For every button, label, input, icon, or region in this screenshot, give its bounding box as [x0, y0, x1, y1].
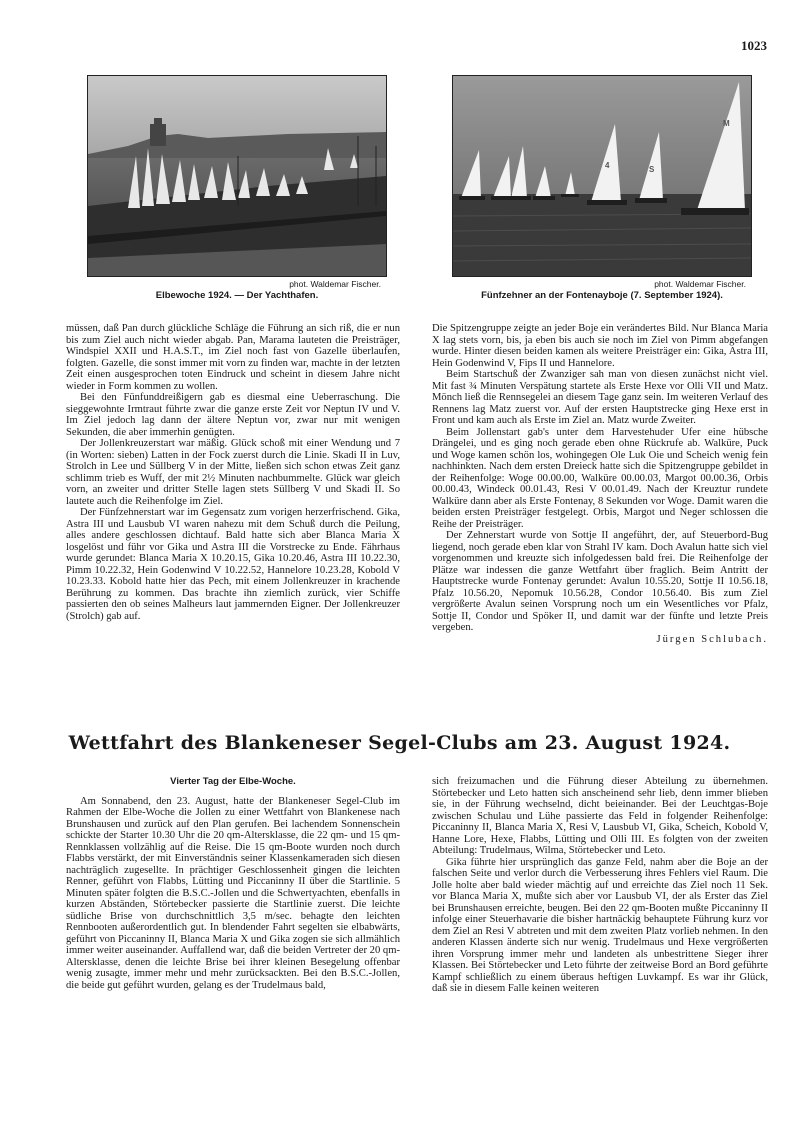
article-subheading: Vierter Tag der Elbe-Woche.	[170, 776, 296, 787]
article2-right-column	[432, 776, 768, 995]
paragraph: Der Fünfzehnerstart war im Gegensatz zum vorigen herzerfrischend. Gika, Astra III und Lausbub VI waren nahezu mit dem Schuß durch die Peilung, alles andere geschlossen dichtauf. Bald hatte sich aber Blanca Maria X losgelöst und führ vor Gika und Astra III die Vorstrecke zu Ende. Fährhaus wurde gerundet: Blanca Maria X 10.20.15, Gika 10.20.46, Astra III 10.22.30, Pimm 10.22.32, Hein Godenwind V 10.22.52, Hannelore 10.23.28, Kobold V 10.23.33. Kobold hatte hier das Pech, mit einem Jollenkreuzer in krachende Berührung zu kommen. Das brachte ihn ziemlich zurück, vier Schiffe passierten den ob seines Malheurs laut jammernden Eigner. Der Jollenkreuzer (Strolch) gab auf.	[66, 507, 400, 622]
paragraph: Beim Startschuß der Zwanziger sah man von diesen zunächst nicht viel. Mit fast ¾ Minuten Verspätung startete als Erste Hexe vor Olli VII und Matz. Mönch ließ die Rennsegelei an diesem Tage ganz sein. Im weiteren Verlauf des Rennens lag Matz zuerst vor. Auf der ersten Hauptstrecke ging Hexe erst in Front und kam auch als Erste im Ziel an. Matz wurde Zweiter.	[432, 369, 768, 426]
article1-right-column	[432, 323, 768, 645]
paragraph: sich freizumachen und die Führung dieser Abteilung zu übernehmen. Störtebecker und Leto hatten sich anscheinend sehr lieb, denn immer blieben sie, in der Führung wechselnd, dicht beieinander. Bei der Leuchtgas-Boje zwischen Schulau und Lühe passierte das Feld in folgender Reihenfolge: Piccaninny II, Blanca Maria X, Resi V, Lausbub VI, Gika, Scheich, Kobold V, Hanne Lore, Hexe, Flabbs, Lütting und Olli III. Es folgten von der zweiten Abteilung: Trudelmaus, Wilma, Störtebecker und Leto.	[432, 776, 768, 856]
paragraph: Der Jollenkreuzerstart war mäßig. Glück schoß mit einer Wendung und 7 (in Worten: sieben) Latten in der Fock zuerst durch die Linie. Skadi II in Luv, Strolch in Lee und Süllberg V in der Mitte, ließen sich schon etwas Zeit ganz schlimm trieb es Wuff, der mit 2½ Minuten nachbummelte. Glück war gleich vorn, an zweiter und dritter Stelle lagen stets Süllberg V und Skadi II. So lautete auch die Reihenfolge im Ziel.	[66, 438, 400, 507]
paragraph: Die Spitzengruppe zeigte an jeder Boje ein verändertes Bild. Nur Blanca Maria X lag stets vorn, bis, ja eben bis auch sie noch im Ziel von Pimm abgefangen wurde. Hinter diesen beiden kamen als weitere Preisträger ein: Gika, Astra III, Hein Godenwind V, Fips II und Hannelore.	[432, 323, 768, 369]
paragraph: müssen, daß Pan durch glückliche Schläge die Führung an sich riß, die er nun bis zum Ziel auch nicht wieder abgab. Pan, Marama lauteten die Preisträger, Windspiel XXII und H.A.S.T., im Ziel noch fast von Gazelle überlaufen, folgten. Gazelle, die sonst immer mit vorn zu finden war, machte in der letzten Zeit einen ausgesprochen toten Eindruck und scheint in diesem Jahre nicht wieder in Form kommen zu wollen.	[66, 323, 400, 392]
article2-left-column	[66, 776, 400, 991]
paragraph: Am Sonnabend, den 23. August, hatte der Blankeneser Segel-Club im Rahmen der Elbe-Woche die Jollen zu einer Wettfahrt von Blankenese nach Brunshausen und zurück auf den Plan gerufen. Bei lachendem Sonnenschein schickte der Starter 10.30 Uhr die 20 qm-Altersklasse, die 22 qm- und 15 qm-Rennklassen vollzählig auf die Reise. Die 15 qm-Boote wurden noch durch Flabbs verstärkt, der mit Einverständnis seiner Klassenkameraden sich diesen nachträglich zugesellte. In prächtiger Geschlossenheit gingen die leichten Renner, geführt von Flabbs, Lütting und Piccaninny II über die Startlinie. 5 Minuten später folgten die B.S.C.-Jollen und die Schwertyachten, ebenfalls in kurzen Abständen, Störtebecker passierte die Startlinie zuerst. Die leichte südliche Brise von durchschnittlich 3,5 m/sec. behagte den leichten Rennbooten außerordentlich gut. In blendender Fahrt segelten sie elbabwärts, geführt von Piccaninny II, Blanca Maria X und Gika zogen sie sich allmählich immer weiter auseinander. Auffallend war, daß die beiden Vertreter der 20 qm-Altersklasse, denen die leichte Brise bei ihrer kleinen Besegelung offenbar wenig zusagte, immer mehr und mehr zurücksackten. Bei den B.S.C.-Jollen, die beide gut geführt wurden, gelang es der Trudelmaus bald,	[66, 795, 400, 991]
photo-caption: Elbewoche 1924. — Der Yachthafen.	[155, 290, 319, 301]
photo-credit: phot. Waldemar Fischer.	[289, 279, 381, 289]
article1-left-column	[66, 323, 400, 622]
svg-text:S: S	[649, 165, 655, 174]
regatta-photo-image	[453, 76, 751, 276]
paragraph: Gika führte hier ursprünglich das ganze Feld, nahm aber die Boje an der falschen Seite und verlor durch die Verbesserung ihres Fehlers viel Raum. Die Jolle holte aber bald wieder mächtig auf und erreichte das Ziel noch 11 Sek. vor Blanca Maria X, mußte sich aber vor Lausbub VI, der als Erster das Ziel bei Brunshausen erreichte, beugen. Bei den 22 qm-Booten mußte Piccaninny II infolge einer Steuerhavarie die bisher hartnäckig behauptete Führung kurz vor dem Ziel an Resi V abtreten und mit dem zweiten Platz vorlieb nehmen. In den anderen Klassen änderte sich nur wenig. Trudelmaus und Hexe vergrößerten ihren Vorsprung immer mehr und landeten als unbestrittene Sieger ihrer Klassen. Bei Störtebecker und Leto führte der zeitweise Bord an Bord geführte Kampf schließlich zu einem überaus heftigen Luvkampf. Es war ihr Glück, daß sie in diesem Falle keinen weiteren	[432, 856, 768, 994]
article-title: Wettfahrt des Blankeneser Segel-Clubs am 23. August 1924.	[68, 732, 731, 754]
page-number: 1023	[741, 38, 767, 53]
paragraph: Bei den Fünfunddreißigern gab es diesmal eine Ueberraschung. Die sieggewohnte Irmtraut führte zwar die ganze erste Zeit vor Neptun IV und V. Im Ziel jedoch lag dann der ältere Neptun vor, zwar nur mit wenigen Sekunden, die aber immerhin genügten.	[66, 392, 400, 438]
svg-text:4: 4	[605, 161, 610, 170]
photo-credit: phot. Waldemar Fischer.	[654, 279, 746, 289]
photo-yacht-harbour	[87, 75, 387, 301]
svg-text:M: M	[723, 119, 730, 128]
photo-fontenay-buoy	[452, 75, 752, 301]
paragraph: Beim Jollenstart gab's unter dem Harvestehuder Ufer eine hübsche Drängelei, und es ging noch gerade eben ohne Rückrufe ab. Walküre, Puck und Woge kamen schön los, wohingegen Ole Luk Oie und Scheich wenig fein nachhinkten. Nach dem ersten Dreieck hatte sich die Spitzengruppe gebildet in der Reihenfolge: Woge 00.00.00, Walküre 00.00.03, Margot 00.00.36, Orbis 00.00.43, Windeck 00.01.43, Resi V 00.01.49. Nach der Kreuztur rundete Walküre dann aber als Erste Fontenay, 8 Sekunden vor Woge. Damit waren die beiden ersten Preisträger festgelegt. Orbis, Margot und Neger schlossen die Reihe der Preisträger.	[432, 426, 768, 530]
paragraph: Der Zehnerstart wurde von Sottje II angeführt, der, auf Steuerbord-Bug liegend, noch gerade eben klar von Strahl IV kam. Doch Avalun hatte sich viel vorgenommen und kreuzte sich infolgedessen bald frei. Die Reihenfolge der Plätze war indessen die ganze Wettfahrt über fraglich. Beim Antritt der Hauptstrecke wurde Fontenay gerundet: Avalun 10.55.20, Sottje II 10.56.18, Pfalz 10.56.20, Nepomuk 10.56.28, Condor 10.56.40. Bis zum Ziel vergrößerte Avalun seinen Vorsprung noch um ein Wesentliches vor Pfalz, Sottje II, Condor und Spöker II, und damit war der fünfte und letzte Preis vergeben.	[432, 530, 768, 633]
author-signature: Jürgen Schlubach.	[656, 633, 768, 645]
harbour-photo-image	[88, 76, 386, 276]
photo-caption: Fünfzehner an der Fontenayboje (7. September 1924).	[481, 290, 723, 301]
